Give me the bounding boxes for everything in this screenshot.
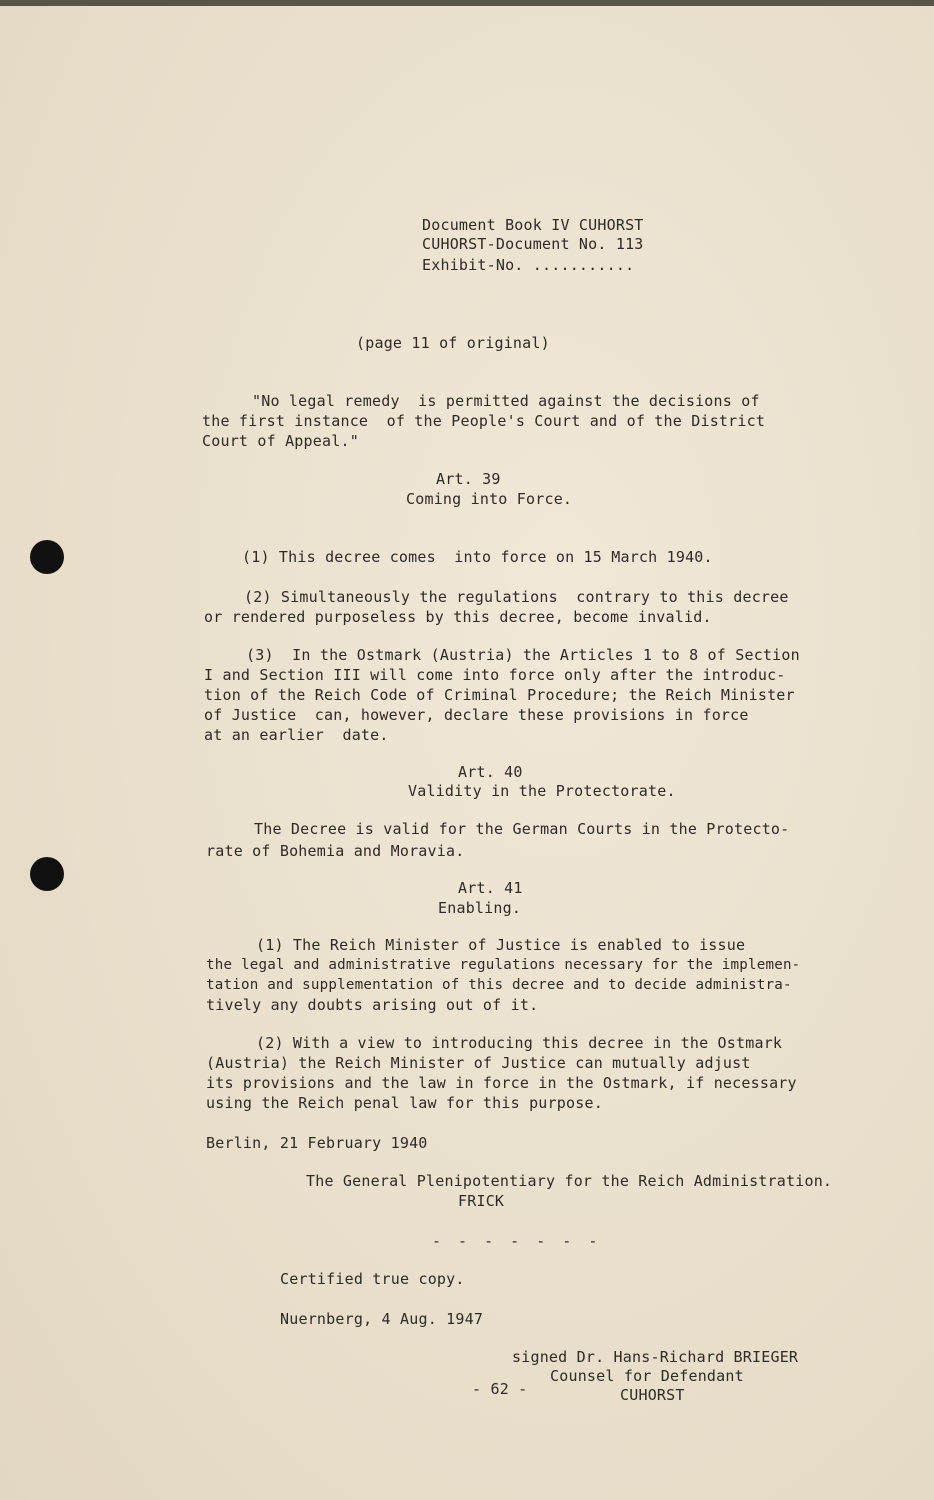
article-41-para-1-line-1: (1) The Reich Minister of Justice is enabled to issue xyxy=(256,936,746,954)
certification-text: Certified true copy. xyxy=(280,1270,465,1288)
certification-place-date: Nuernberg, 4 Aug. 1947 xyxy=(280,1310,484,1328)
page-of-original: (page 11 of original) xyxy=(356,334,550,352)
article-39-para-3-line-5: at an earlier date. xyxy=(204,726,389,744)
separator-line: - - - - - - - xyxy=(432,1232,602,1250)
article-39-para-3-line-4: of Justice can, however, declare these provisions in force xyxy=(204,706,749,724)
punch-hole-top xyxy=(30,540,64,574)
certification-signed: signed Dr. Hans-Richard BRIEGER xyxy=(512,1348,799,1366)
page-number: - 62 - xyxy=(472,1380,528,1398)
intro-line-3: Court of Appeal." xyxy=(202,432,359,450)
article-40-para-line-1: The Decree is valid for the German Courts in the Protecto- xyxy=(254,820,790,838)
article-40-title: Validity in the Protectorate. xyxy=(408,782,676,800)
article-39-para-3-line-1: (3) In the Ostmark (Austria) the Articles 1 to 8 of Section xyxy=(246,646,800,664)
article-41-para-2-line-3: its provisions and the law in force in the Ostmark, if necessary xyxy=(206,1074,797,1092)
article-41-para-1-line-2: the legal and administrative regulations necessary for the implemen- xyxy=(206,957,801,973)
article-41-para-1-line-3: tation and supplementation of this decree and to decide administra- xyxy=(206,977,792,993)
header-exhibit-number: Exhibit-No. ........... xyxy=(422,256,635,274)
signatory-title: The General Plenipotentiary for the Reich Administration. xyxy=(306,1172,833,1190)
scan-edge xyxy=(0,0,934,6)
article-39-para-3-line-2: I and Section III will come into force only after the introduc- xyxy=(204,666,786,684)
article-39-title: Coming into Force. xyxy=(406,490,573,508)
article-41-number: Art. 41 xyxy=(458,879,523,897)
header-document-book: Document Book IV CUHORST xyxy=(422,216,644,234)
place-date: Berlin, 21 February 1940 xyxy=(206,1134,428,1152)
intro-line-2: the first instance of the People's Court and of the District xyxy=(202,412,766,430)
article-41-para-2-line-1: (2) With a view to introducing this decree in the Ostmark xyxy=(256,1034,783,1052)
article-40-number: Art. 40 xyxy=(458,763,523,781)
certification-defendant: CUHORST xyxy=(620,1386,685,1404)
signatory-name: FRICK xyxy=(458,1192,505,1210)
article-41-para-2-line-2: (Austria) the Reich Minister of Justice can mutually adjust xyxy=(206,1054,751,1072)
article-41-title: Enabling. xyxy=(438,899,522,917)
intro-line-1: "No legal remedy is permitted against the decisions of xyxy=(252,392,760,410)
article-41-para-2-line-4: using the Reich penal law for this purpose. xyxy=(206,1094,603,1112)
article-39-para-2-line-2: or rendered purposeless by this decree, become invalid. xyxy=(204,608,712,626)
certification-role: Counsel for Defendant xyxy=(550,1367,744,1385)
article-39-para-3-line-3: tion of the Reich Code of Criminal Procedure; the Reich Minister xyxy=(204,686,795,704)
article-39-para-2-line-1: (2) Simultaneously the regulations contrary to this decree xyxy=(244,588,789,606)
header-document-number: CUHORST-Document No. 113 xyxy=(422,235,644,253)
article-39-number: Art. 39 xyxy=(436,470,501,488)
article-40-para-line-2: rate of Bohemia and Moravia. xyxy=(206,842,465,860)
article-39-para-1: (1) This decree comes into force on 15 March 1940. xyxy=(242,548,713,566)
punch-hole-bottom xyxy=(30,857,64,891)
article-41-para-1-line-4: tively any doubts arising out of it. xyxy=(206,996,539,1014)
